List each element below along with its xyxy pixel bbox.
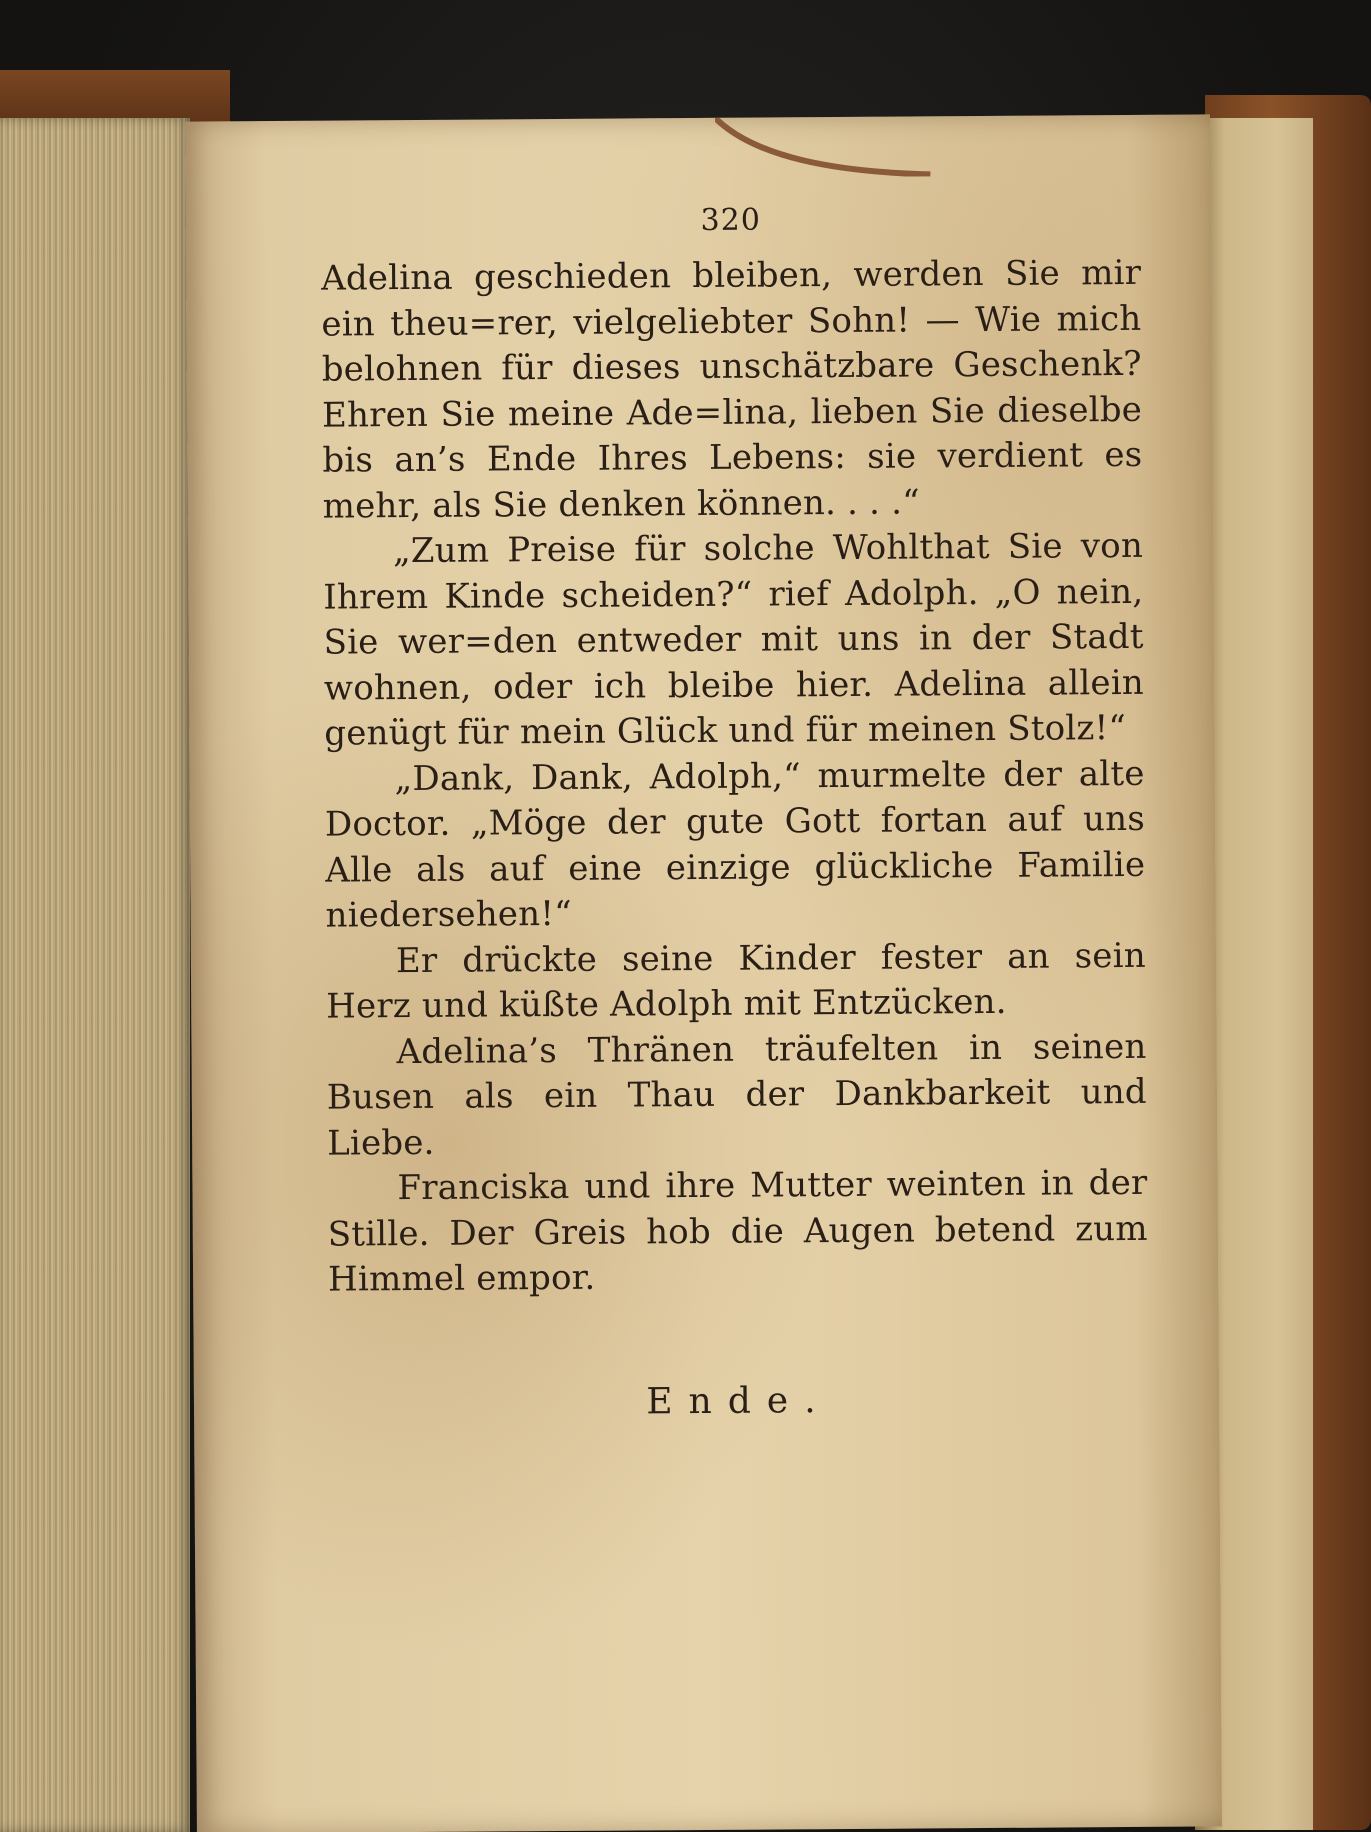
paragraph: „Dank, Dank, Adolph,“ murmelte der alte Doctor. „Möge der gute Gott fortan auf uns Alle als auf eine einzige glückliche Familie niedersehen!“ [324, 753, 1146, 936]
end-mark: Ende. [646, 1379, 832, 1422]
paragraph: Adelina’s Thränen träufelten in seinen Busen als ein Thau der Dankbarkeit und Liebe. [326, 1026, 1147, 1164]
paragraph: Adelina geschieden bleiben, werden Sie mir ein theu=rer, vielgeliebter Sohn! — Wie mich belohnen für dieses unschätzbare Geschenk? Ehren Sie meine Ade=lina, lieben Sie dieselbe bis an’s Ende Ihres Lebens: sie verdient es mehr, als Sie denken können. . . .“ [320, 252, 1143, 527]
paragraph: Er drückte seine Kinder fester an sein Herz und küßte Adolph mit Entzücken. [326, 935, 1146, 1027]
bookmark-ribbon-icon [715, 116, 935, 178]
paragraph: Franciska und ihre Mutter weinten in der Stille. Der Greis hob die Augen betend zum Himmel empor. [327, 1162, 1148, 1300]
page-edges [0, 118, 190, 1832]
book-page [185, 114, 1222, 1832]
page-content [321, 200, 1149, 1424]
paragraph: „Zum Preise für solche Wohlthat Sie von Ihrem Kinde scheiden?“ rief Adolph. „O nein, Sie wer=den entweder mit uns in der Stadt wohnen, oder ich bleibe hier. Adelina allein genügt für mein Glück und für meinen Stolz!“ [323, 525, 1145, 754]
page-number: 320 [700, 202, 761, 238]
